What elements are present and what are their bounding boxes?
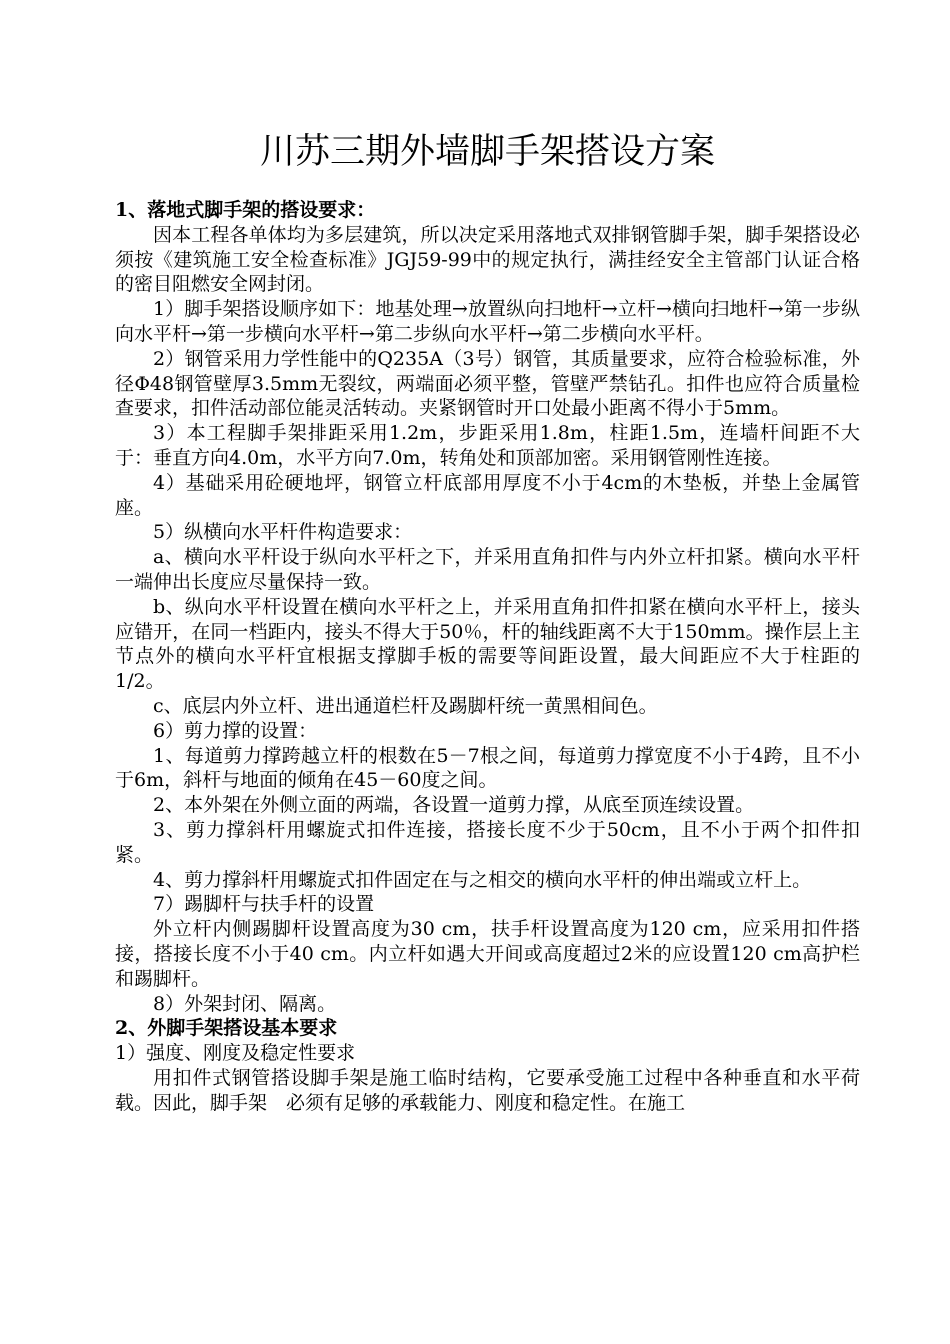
- document-body: [115, 198, 860, 1115]
- paragraph: 3）本工程脚手架排距采用1.2m，步距采用1.8m，柱距1.5m，连墙杆间距不大于：垂直方向4.0m，水平方向7.0m，转角处和顶部加密。采用钢管刚性连接。: [115, 422, 860, 469]
- paragraph: 4、剪力撑斜杆用螺旋式扣件固定在与之相交的横向水平杆的伸出端或立杆上。: [153, 868, 812, 891]
- paragraph: 1、每道剪力撑跨越立杆的根数在5－7根之间，每道剪力撑宽度不小于4跨，且不小于6m，斜杆与地面的倾角在45－60度之间。: [115, 744, 860, 792]
- section-heading: 1、落地式脚手架的搭设要求：: [115, 199, 376, 221]
- paragraph: 2）钢管采用力学性能中的Q235A（3号）钢管，其质量要求，应符合检验标准，外径Φ48钢管壁厚3.5mm无裂纹，两端面必须平整，管壁严禁钻孔。扣件也应符合质量检查要求，扣件活动部位能灵活转动。夹紧钢管时开口处最小距离不得小于5mm。: [115, 347, 860, 420]
- paragraph: 4）基础采用砼硬地坪，钢管立杆底部用厚度不小于4cm的木垫板，并垫上金属管座。: [115, 471, 860, 519]
- paragraph: 因本工程各单体均为多层建筑，所以决定采用落地式双排钢管脚手架，脚手架搭设必须按《建筑施工安全检查标准》JGJ59-99中的规定执行，满挂经安全主管部门认证合格的密目阻燃安全网封闭。: [115, 223, 860, 296]
- paragraph: 1）脚手架搭设顺序如下：地基处理→放置纵向扫地杆→立杆→横向扫地杆→第一步纵向水平杆→第一步横向水平杆→第二步纵向水平杆→第二步横向水平杆。: [115, 298, 860, 345]
- paragraph: 5）纵横向水平杆件构造要求：: [153, 521, 413, 544]
- paragraph: 6）剪力撑的设置：: [153, 719, 318, 742]
- document-title: 川苏三期外墙脚手架搭设方案: [259, 132, 715, 172]
- paragraph: 2、本外架在外侧立面的两端，各设置一道剪力撑，从底至顶连续设置。: [153, 794, 755, 817]
- paragraph: 用扣件式钢管搭设脚手架是施工临时结构，它要承受施工过程中各种垂直和水平荷载。因此，脚手架 必须有足够的承载能力、刚度和稳定性。在施工: [115, 1066, 860, 1114]
- document-page: [115, 0, 860, 1115]
- paragraph: 1）强度、刚度及稳定性要求: [115, 1042, 356, 1065]
- paragraph: b、纵向水平杆设置在横向水平杆之上，并采用直角扣件扣紧在横向水平杆上，接头应错开，在同一档距内，接头不得大于50％，杆的轴线距离不大于150mm。操作层上主节点外的横向水平杆宜根据支撑脚手板的需要等间距设置，最大间距应不大于柱距的1/2。: [115, 595, 860, 693]
- paragraph: 8）外架封闭、隔离。: [153, 992, 337, 1015]
- paragraph: 3、剪力撑斜杆用螺旋式扣件连接，搭接长度不少于50cm，且不小于两个扣件扣紧。: [115, 818, 860, 866]
- section-heading: 2、外脚手架搭设基本要求: [115, 1017, 338, 1040]
- paragraph: 外立杆内侧踢脚杆设置高度为30 cm，扶手杆设置高度为120 cm，应采用扣件搭接，搭接长度不小于40 cm。内立杆如遇大开间或高度超过2米的应设置120 cm高护栏和踢脚杆。: [115, 918, 860, 990]
- paragraph: c、底层内外立杆、进出通道栏杆及踢脚杆统一黄黑相间色。: [153, 694, 658, 717]
- paragraph: a、横向水平杆设于纵向水平杆之下，并采用直角扣件与内外立杆扣紧。横向水平杆一端伸出长度应尽量保持一致。: [115, 546, 860, 593]
- paragraph: 7）踢脚杆与扶手杆的设置: [153, 893, 375, 916]
